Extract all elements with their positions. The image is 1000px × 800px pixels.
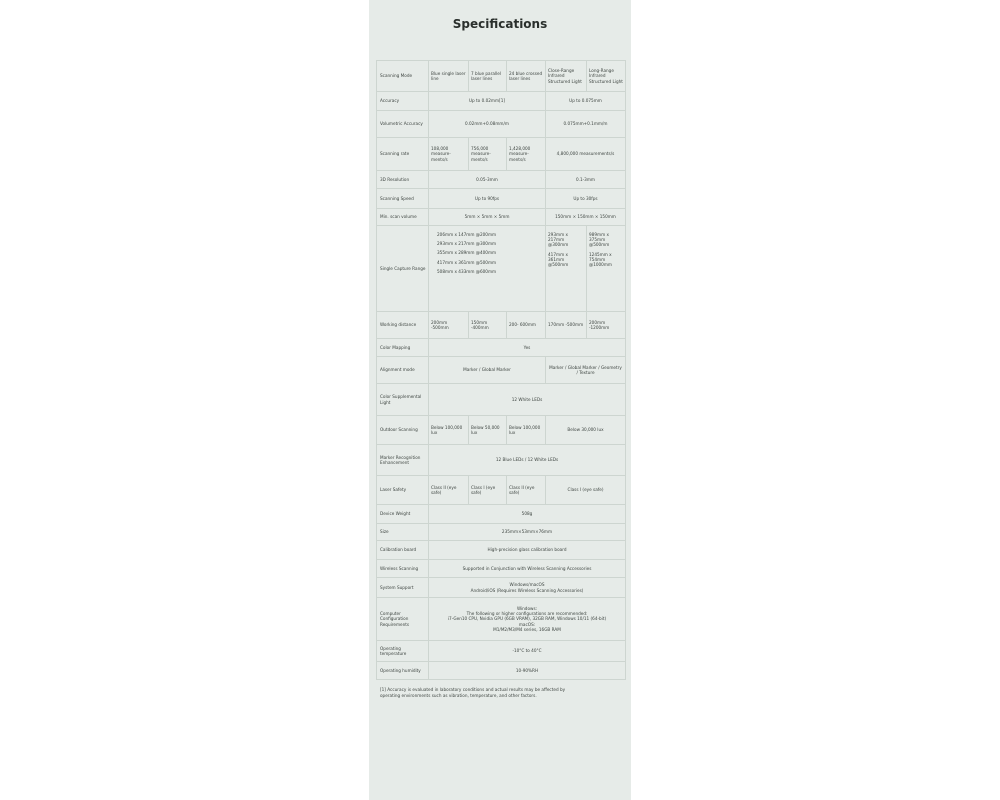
spec-cell: 150mm -400mm bbox=[469, 312, 507, 339]
row-label: Laser Safety bbox=[377, 476, 429, 505]
config-line: M1/M2/M3/M4 series, 16GB RAM bbox=[493, 626, 561, 632]
spec-cell: Below 100,000 lux bbox=[429, 416, 469, 445]
table-row bbox=[377, 111, 626, 138]
config-line: The following or higher configurations are recommended: bbox=[466, 611, 588, 617]
row-label: Scanning rate bbox=[377, 138, 429, 171]
spec-cell bbox=[546, 226, 587, 312]
spec-cell: 235mm×53mm×76mm bbox=[429, 524, 626, 541]
row-label: Color Supplemental Light bbox=[377, 384, 429, 416]
row-label: Accuracy bbox=[377, 92, 429, 111]
capture-range-value: 206mm x 147mm @200mm bbox=[437, 232, 497, 237]
capture-range-value: 417mm x 361mm @500mm bbox=[548, 251, 569, 268]
row-label: Operating humidity bbox=[377, 662, 429, 680]
spec-cell: 508g bbox=[429, 505, 626, 524]
row-label: Scanning Mode bbox=[377, 61, 429, 92]
spec-cell: 24 blue crossed laser lines bbox=[507, 61, 546, 92]
page-title: Specifications bbox=[452, 17, 548, 31]
spec-cell: 12 Blue LEDs / 12 White LEDs bbox=[429, 445, 626, 476]
row-label: Outdoor Scanning bbox=[377, 416, 429, 445]
spec-cell: 7 blue parallel laser lines bbox=[469, 61, 507, 92]
capture-range-value: 293mm x 217mm @300mm bbox=[437, 241, 497, 247]
spec-cell bbox=[587, 226, 626, 312]
table-row bbox=[377, 312, 626, 339]
spec-cell: 108,000 measure-ments/s bbox=[429, 138, 469, 171]
row-label: 3D Resolution bbox=[377, 171, 429, 189]
row-label: Operating temperature bbox=[377, 641, 429, 662]
spec-cell: 0.075mm+0.1mm/m bbox=[546, 111, 626, 138]
table-row bbox=[377, 641, 626, 662]
spec-cell: Up to 0.075mm bbox=[546, 92, 626, 111]
config-line: macOS: bbox=[518, 621, 536, 627]
row-label: Wireless Scanning bbox=[377, 560, 429, 578]
row-label: Volumetric Accuracy bbox=[377, 111, 429, 138]
spec-cell: Blue single laser line bbox=[429, 61, 469, 92]
row-label: Scanning Speed bbox=[377, 189, 429, 209]
spec-cell: 1,428,000 measure-ments/s bbox=[507, 138, 546, 171]
spec-cell: 756,000 measure-ments/s bbox=[469, 138, 507, 171]
row-label: Calibration board bbox=[377, 541, 429, 560]
row-label: Color Mapping bbox=[377, 339, 429, 357]
spec-cell: Class I (eye safe) bbox=[469, 476, 507, 505]
spec-cell: Marker / Global Marker bbox=[429, 357, 546, 384]
table-row bbox=[377, 445, 626, 476]
table-row bbox=[377, 339, 626, 357]
row-label: Single Capture Range bbox=[377, 226, 429, 312]
table-row bbox=[377, 541, 626, 560]
table-row bbox=[377, 171, 626, 189]
table-row bbox=[377, 384, 626, 416]
config-line: Windows: bbox=[516, 605, 538, 611]
capture-range-value: 293mm x 217mm @300mm bbox=[548, 232, 569, 248]
spec-cell: Class II (eye safe) bbox=[507, 476, 546, 505]
table-row bbox=[377, 578, 626, 598]
row-label: Alignment mode bbox=[377, 357, 429, 384]
row-label: Min. scan volume bbox=[377, 209, 429, 226]
spec-cell: 12 White LEDs bbox=[429, 384, 626, 416]
table-row bbox=[377, 209, 626, 226]
spec-cell: Below 30,000 lux bbox=[546, 416, 626, 445]
spec-cell bbox=[429, 226, 546, 312]
spec-cell: Up to 0.02mm[1] bbox=[429, 92, 546, 111]
table-row bbox=[377, 92, 626, 111]
table-row bbox=[377, 598, 626, 641]
row-label: Marker Recognition Enhancement bbox=[377, 445, 429, 476]
row-label: System Support bbox=[377, 578, 429, 598]
spec-cell: 150mm × 150mm × 150mm bbox=[546, 209, 626, 226]
table-row bbox=[377, 61, 626, 92]
spec-cell: High-precision glass calibration board bbox=[429, 541, 626, 560]
table-row bbox=[377, 226, 626, 312]
spec-cell: 200- 600mm bbox=[507, 312, 546, 339]
spec-cell: Close-Range Infrared Structured Light bbox=[546, 61, 587, 92]
spec-cell: 0.02mm+0.08mm/m bbox=[429, 111, 546, 138]
spec-cell: -10°C to 40°C bbox=[429, 641, 626, 662]
capture-range-value: 1245mm x 754mm @1000mm bbox=[589, 251, 613, 268]
spec-cell: Up to 30fps bbox=[546, 189, 626, 209]
spec-table bbox=[376, 60, 626, 680]
capture-range-value: 508mm x 433mm @600mm bbox=[437, 268, 497, 274]
row-label: Size bbox=[377, 524, 429, 541]
table-row bbox=[377, 416, 626, 445]
spec-cell: Class II (eye safe) bbox=[429, 476, 469, 505]
table-row bbox=[377, 189, 626, 209]
spec-cell: 5mm × 5mm × 5mm bbox=[429, 209, 546, 226]
spec-cell: Long-Range Infrared Structured Light bbox=[587, 61, 626, 92]
table-row bbox=[377, 662, 626, 680]
table-row bbox=[377, 560, 626, 578]
capture-range-value: 417mm x 361mm @500mm bbox=[437, 259, 497, 265]
system-line: Windows/macOS bbox=[509, 582, 545, 588]
spec-cell: 0.1-3mm bbox=[546, 171, 626, 189]
spec-cell: Below 50,000 lux bbox=[469, 416, 507, 445]
spec-cell bbox=[429, 578, 626, 598]
table-row bbox=[377, 505, 626, 524]
row-label: Working distance bbox=[377, 312, 429, 339]
table-row bbox=[377, 357, 626, 384]
spec-cell: 170mm -500mm bbox=[546, 312, 587, 339]
footnote: [1] Accuracy is evaluated in laboratory conditions and actual results may be affected by operating environments such as vibration, temperature, and other factors. bbox=[380, 687, 566, 698]
spec-cell: 4,800,000 measurements/s bbox=[546, 138, 626, 171]
row-label: Computer Configuration Requirements bbox=[377, 598, 429, 641]
spec-cell: 10-90%RH bbox=[429, 662, 626, 680]
system-line: Android/iOS (Requires Wireless Scanning Accessories) bbox=[470, 587, 584, 593]
capture-range-value: 989mm x 375mm @500mm bbox=[589, 232, 610, 248]
spec-cell: Class I (eye safe) bbox=[546, 476, 626, 505]
spec-cell: Marker / Global Marker / Geometry / Texture bbox=[546, 357, 626, 384]
table-row bbox=[377, 476, 626, 505]
spec-cell: 200mm -500mm bbox=[429, 312, 469, 339]
spec-cell: Below 100,000 lux bbox=[507, 416, 546, 445]
spec-cell: Up to 90fps bbox=[429, 189, 546, 209]
table-row bbox=[377, 524, 626, 541]
config-line: i7-Gen10 CPU, Nvidia GPU (6GB VRAM), 32GB RAM, Windows 10/11 (64-bit) bbox=[447, 616, 607, 622]
spec-cell: Supported in Conjunction with Wireless Scanning Accessories bbox=[429, 560, 626, 578]
spec-cell: Yes bbox=[429, 339, 626, 357]
spec-cell: 200mm -1200mm bbox=[587, 312, 626, 339]
spec-cell: 0.05-3mm bbox=[429, 171, 546, 189]
spec-cell bbox=[429, 598, 626, 641]
capture-range-value: 355mm x 289mm @400mm bbox=[437, 250, 497, 256]
table-row bbox=[377, 138, 626, 171]
row-label: Device Weight bbox=[377, 505, 429, 524]
